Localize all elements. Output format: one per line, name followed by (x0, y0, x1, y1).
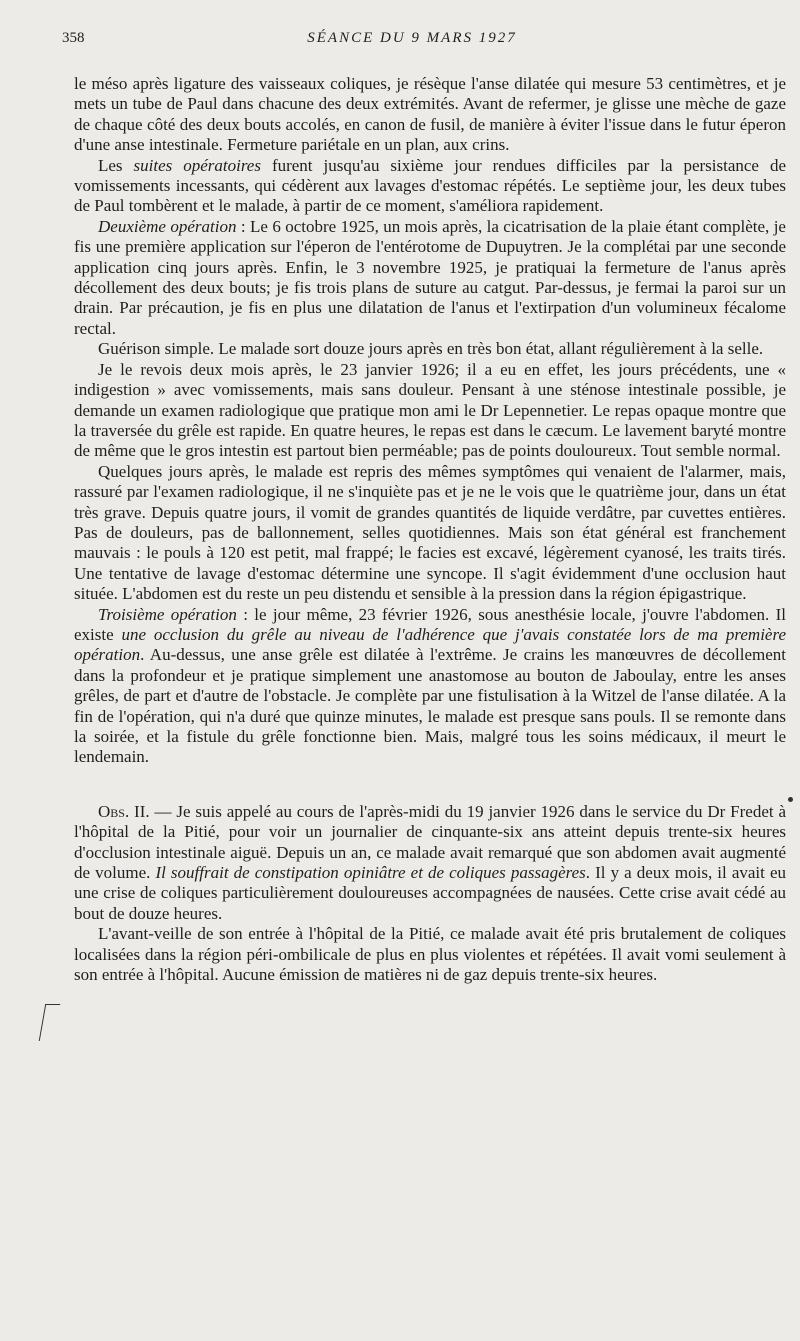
paragraph: Guérison simple. Le malade sort douze jours après en très bon état, allant régulièrement à la selle. (98, 339, 764, 359)
paragraph-observation-2: Obs. II. — Je suis appelé au cours de l'après-midi du 19 janvier 1926 dans le service du Dr Fredet à l'hôpital de la Pitié, pour voir un journalier de cinquante-six ans atteint depuis trente-six heures d'occlusion intestinale aiguë. Depuis un an, ce malade avait remarqué que son abdomen avait augmenté de volume. Il souffrait de constipation opiniâtre et de coliques passagères. Il y a deux mois, il avait eu une crise de coliques particulièrement douloureuses accompagnées de nausées. Cette crise avait cédé au bout de douze heures. (74, 801, 786, 923)
paragraph: Je le revois deux mois après, le 23 janvier 1926; il a eu en effet, les jours précédents, une « indigestion » avec vomissements, mais sans douleur. Pensant à une sténose intestinale possible, je demande un examen radiologique que pratique mon ami le Dr Lepennetier. Le repas opaque montre que la traversée du grêle est rapide. En quatre heures, le repas est dans le cæcum. Le lavement baryté montre de même que le gros intestin est partout bien perméable; pas de points douloureux. Tout semble normal. (74, 359, 786, 461)
running-head: SÉANCE DU 9 MARS 1927 (307, 30, 517, 46)
paragraph: Les suites opératoires furent jusqu'au sixième jour rendues difficiles par la persistance de vomissements incessants, qui cédèrent aux lavages d'estomac répétés. Le septième jour, les deux tubes de Paul tombèrent et le malade, à partir de ce moment, s'améliora rapidement. (74, 155, 786, 216)
body-text (74, 74, 786, 985)
page-number: 358 (62, 30, 85, 46)
margin-dot-mark (788, 797, 793, 802)
paragraph: Troisième opération : le jour même, 23 février 1926, sous anesthésie locale, j'ouvre l'abdomen. Il existe une occlusion du grêle au niveau de l'adhérence que j'avais constatée lors de ma première opération. Au-dessus, une anse grêle est dilatée à l'extrême. Je crains les manœuvres de décollement dans la profondeur et je pratique simplement une anastomose au bouton de Jaboulay, entre les anses grêles, de part et d'autre de l'obstacle. Je complète par une fistulisation à la Witzel de l'anse dilatée. A la fin de l'opération, qui n'a duré que quinze minutes, le malade est presque sans pouls. Il se remonte dans la soirée, et la fistule du grêle fonctionne bien. Mais, malgré tous les soins médicaux, il meurt le lendemain. (74, 604, 786, 767)
paragraph: Deuxième opération : Le 6 octobre 1925, un mois après, la cicatrisation de la plaie étant complète, je fis une première application sur l'éperon de l'entérotome de Dupuytren. Je la complétai par une seconde application cinq jours après. Enfin, le 3 novembre 1925, je pratiquai la fermeture de l'anus après décollement des deux bouts; je fis trois plans de suture au catgut. Par-dessus, je fermai la paroi sur un drain. Par précaution, je fis en plus une dilatation de l'anus et l'extirpation d'un volumineux fécalome rectal. (74, 216, 786, 338)
page-header (62, 30, 762, 54)
paragraph: L'avant-veille de son entrée à l'hôpital de la Pitié, ce malade avait été pris brutalement de coliques localisées dans la région péri-ombilicale de plus en plus violentes et répétées. Il avait vomi seulement à son entrée à l'hôpital. Aucune émission de matières ni de gaz depuis trente-six heures. (74, 924, 786, 985)
paragraph: Quelques jours après, le malade est repris des mêmes symptômes qui venaient de l'alarmer, mais, rassuré par l'examen radiologique, il ne s'inquiète pas et je ne le vois que le quatrième jour, dans un état très grave. Depuis quatre jours, il vomit de grandes quantités de liquide verdâtre, par cuvettes entières. Pas de douleurs, pas de ballonnement, selles quotidiennes. Mais son état général est franchement mauvais : le pouls à 120 est petit, mal frappé; le facies est excavé, légèrement cyanosé, les traits tirés. Une tentative de lavage d'estomac détermine une syncope. Il s'agit évidemment d'une occlusion haut située. L'abdomen est du reste un peu distendu et sensible à la pression dans la région épigastrique. (74, 461, 786, 604)
paragraph: le méso après ligature des vaisseaux coliques, je résèque l'anse dilatée qui mesure 53 centimètres, et je mets un tube de Paul dans chacune des deux extrémités. Avant de refermer, je glisse une mèche de gaze de chaque côté des deux bouts accolés, en canon de fusil, de manière à éviter l'issue dans le futur éperon d'une anse intestinale. Fermeture pariétale en un plan, aux crins. (74, 74, 786, 155)
margin-bracket-mark (39, 1004, 61, 1041)
